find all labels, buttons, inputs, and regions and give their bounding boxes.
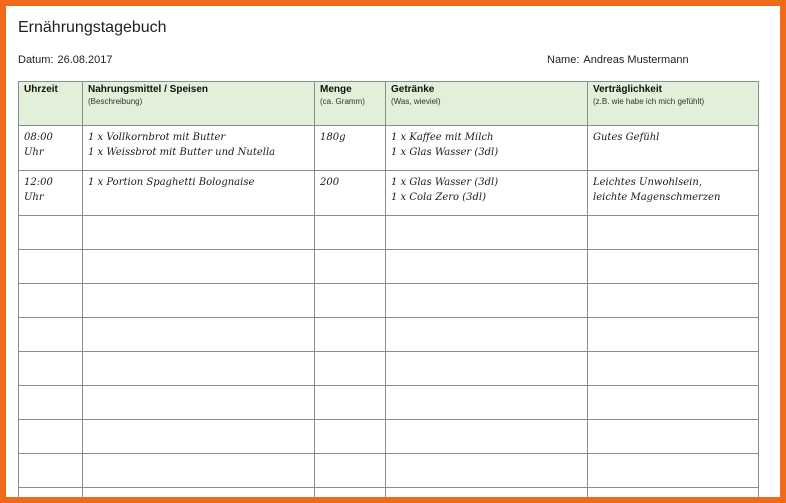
cell-amount[interactable]	[315, 250, 386, 284]
cell-food[interactable]	[83, 454, 315, 488]
table-row	[19, 488, 759, 498]
table-row	[19, 454, 759, 488]
cell-text: 12:00	[24, 177, 53, 188]
cell-text: 1 x Cola Zero (3dl)	[391, 192, 486, 203]
table-row	[19, 171, 759, 216]
header-time	[19, 82, 83, 126]
cell-amount[interactable]	[315, 488, 386, 498]
cell-food[interactable]	[83, 420, 315, 454]
cell-tolerance[interactable]	[588, 420, 759, 454]
cell-time[interactable]	[19, 250, 83, 284]
cell-tolerance[interactable]	[588, 126, 759, 171]
cell-time[interactable]	[19, 284, 83, 318]
header-food-title: Nahrungsmittel / Speisen	[88, 84, 209, 95]
diary-table	[18, 81, 759, 497]
header-time-title: Uhrzeit	[24, 84, 58, 95]
cell-tolerance[interactable]	[588, 284, 759, 318]
cell-tolerance[interactable]	[588, 171, 759, 216]
date-field	[18, 54, 113, 66]
cell-text: 1 x Glas Wasser (3dl)	[391, 177, 499, 188]
header-tolerance-title: Verträglichkeit	[593, 84, 662, 95]
header-drinks-subtitle: (Was, wieviel)	[391, 97, 441, 106]
cell-food[interactable]	[83, 352, 315, 386]
header-food	[83, 82, 315, 126]
cell-tolerance[interactable]	[588, 216, 759, 250]
cell-tolerance[interactable]	[588, 386, 759, 420]
cell-drinks[interactable]	[386, 318, 588, 352]
cell-text: 200	[320, 177, 340, 188]
date-label: Datum:	[18, 54, 54, 66]
cell-amount[interactable]	[315, 386, 386, 420]
cell-text: 1 x Portion Spaghetti Bolognaise	[88, 177, 255, 188]
cell-amount[interactable]	[315, 126, 386, 171]
cell-food[interactable]	[83, 216, 315, 250]
cell-amount[interactable]	[315, 420, 386, 454]
cell-food[interactable]	[83, 284, 315, 318]
cell-drinks[interactable]	[386, 216, 588, 250]
cell-drinks[interactable]	[386, 352, 588, 386]
cell-time[interactable]	[19, 216, 83, 250]
cell-time[interactable]	[19, 171, 83, 216]
cell-amount[interactable]	[315, 318, 386, 352]
cell-tolerance[interactable]	[588, 454, 759, 488]
cell-amount[interactable]	[315, 171, 386, 216]
cell-food[interactable]	[83, 171, 315, 216]
cell-amount[interactable]	[315, 454, 386, 488]
diary-sheet	[6, 6, 780, 497]
table-row	[19, 318, 759, 352]
cell-amount[interactable]	[315, 284, 386, 318]
cell-time[interactable]	[19, 352, 83, 386]
cell-drinks[interactable]	[386, 126, 588, 171]
cell-text: Uhr	[24, 192, 44, 203]
table-row	[19, 250, 759, 284]
cell-drinks[interactable]	[386, 250, 588, 284]
date-value: 26.08.2017	[57, 54, 113, 66]
cell-food[interactable]	[83, 250, 315, 284]
cell-food[interactable]	[83, 488, 315, 498]
cell-text: 1 x Kaffee mit Milch	[391, 132, 494, 143]
cell-text: Gutes Gefühl	[593, 132, 660, 143]
cell-text: 180g	[320, 132, 346, 143]
header-amount-title: Menge	[320, 84, 352, 95]
table-row	[19, 284, 759, 318]
cell-time[interactable]	[19, 126, 83, 171]
cell-text: Uhr	[24, 147, 44, 158]
cell-drinks[interactable]	[386, 386, 588, 420]
header-drinks-title: Getränke	[391, 84, 435, 95]
cell-drinks[interactable]	[386, 488, 588, 498]
table-header-row	[19, 82, 759, 126]
cell-food[interactable]	[83, 386, 315, 420]
cell-time[interactable]	[19, 318, 83, 352]
table-row	[19, 386, 759, 420]
cell-text: 1 x Vollkornbrot mit Butter	[88, 132, 226, 143]
cell-drinks[interactable]	[386, 171, 588, 216]
cell-text: leichte Magenschmerzen	[593, 192, 721, 203]
cell-food[interactable]	[83, 126, 315, 171]
cell-drinks[interactable]	[386, 454, 588, 488]
cell-drinks[interactable]	[386, 420, 588, 454]
empty-rows-body	[19, 216, 759, 498]
header-drinks	[386, 82, 588, 126]
name-value: Andreas Mustermann	[583, 54, 689, 66]
name-label: Name:	[547, 54, 580, 66]
cell-tolerance[interactable]	[588, 318, 759, 352]
cell-tolerance[interactable]	[588, 352, 759, 386]
cell-time[interactable]	[19, 420, 83, 454]
cell-text: 08:00	[24, 132, 53, 143]
cell-food[interactable]	[83, 318, 315, 352]
cell-drinks[interactable]	[386, 284, 588, 318]
cell-text: Leichtes Unwohlsein,	[593, 177, 702, 188]
table-row	[19, 216, 759, 250]
cell-tolerance[interactable]	[588, 250, 759, 284]
cell-text: 1 x Glas Wasser (3dl)	[391, 147, 499, 158]
header-tolerance	[588, 82, 759, 126]
cell-amount[interactable]	[315, 352, 386, 386]
header-amount-subtitle: (ca. Gramm)	[320, 97, 365, 106]
header-food-subtitle: (Beschreibung)	[88, 97, 143, 106]
cell-tolerance[interactable]	[588, 488, 759, 498]
header-amount	[315, 82, 386, 126]
document-title: Ernährungstagebuch	[18, 19, 167, 36]
cell-time[interactable]	[19, 454, 83, 488]
header-tolerance-subtitle: (z.B. wie habe ich mich gefühlt)	[593, 97, 705, 106]
cell-time[interactable]	[19, 488, 83, 498]
table-row	[19, 352, 759, 386]
cell-amount[interactable]	[315, 216, 386, 250]
table-row	[19, 420, 759, 454]
cell-time[interactable]	[19, 386, 83, 420]
name-field	[547, 54, 689, 66]
table-row	[19, 126, 759, 171]
cell-text: 1 x Weissbrot mit Butter und Nutella	[88, 147, 276, 158]
